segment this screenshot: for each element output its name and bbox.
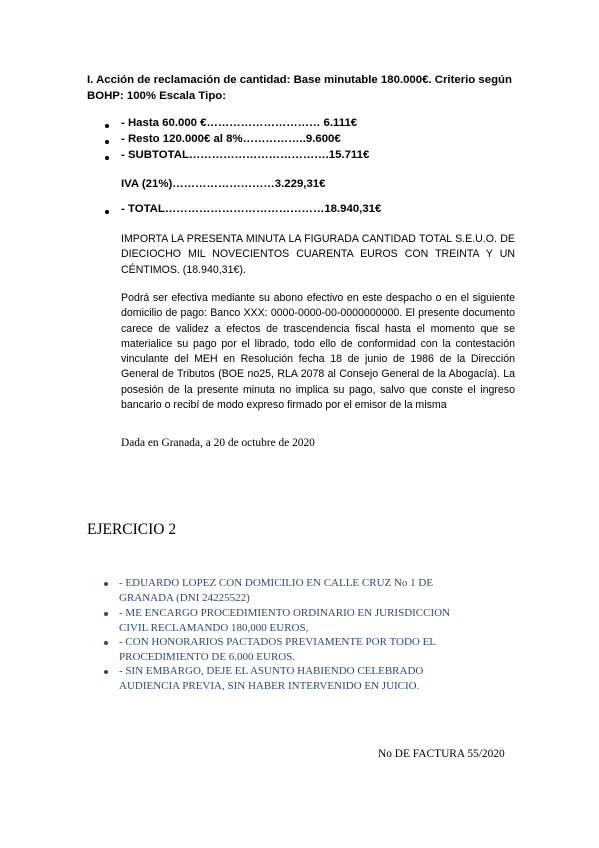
bullet-dot [104,612,108,616]
exercise-2-title: EJERCICIO 2 [87,521,177,538]
section-heading: I. Acción de reclamación de cantidad: Base minutable 180.000€. Criterio según BOHP: 100% Escala Tipo: [87,74,512,102]
list-item: - CON HONORARIOS PACTADOS PREVIAMENTE POR TODO EL PROCEDIMIENTO DE 6.000 EUROS. [119,636,436,663]
list-item: - EDUARDO LOPEZ CON DOMICILIO EN CALLE CRUZ No 1 DE GRANADA (DNI 24225522) [119,577,434,604]
bullet-dot [105,156,109,160]
fee-line-subtotal: - SUBTOTAL……………………………….15.711€ [121,149,370,161]
invoice-number: No DE FACTURA 55/2020 [378,748,505,760]
bullet-dot [105,124,109,128]
total-line: - TOTAL……………………………………18.940,31€ [121,203,382,215]
date-place-line: Dada en Granada, a 20 de octubre de 2020 [121,437,315,449]
bullet-dot [104,641,108,645]
bullet-dot [104,582,108,586]
list-item: - ME ENCARGO PROCEDIMIENTO ORDINARIO EN JURISDICCION CIVIL RECLAMANDO 180,000 EUROS, [119,607,451,634]
bullet-dot [105,210,109,214]
amount-in-words: IMPORTA LA PRESENTA MINUTA LA FIGURADA CANTIDAD TOTAL S.E.U.O. DE DIECIOCHO MIL NOVECIENTOS CUARENTA EUROS CON TREINTA Y UN CÉNTIMOS. (18.940,31€). [121,233,515,276]
bullet-dot [104,670,108,674]
fee-line-hasta: - Hasta 60.000 €………………………… 6.111€ [121,117,358,129]
list-item: - SIN EMBARGO, DEJE EL ASUNTO HABIENDO CELEBRADO AUDIENCIA PREVIA, SIN HABER INTERVENIDO EN JUICIO. [119,665,424,692]
bullet-dot [105,140,109,144]
payment-terms-paragraph: Podrá ser efectiva mediante su abono efectivo en este despacho o en el siguiente domicilio de pago: Banco XXX: 0000-0000-00-0000000000. El presente documento carece de validez a efectos de trascendencia fiscal hasta el momento que se materialice su pago por el librado, todo ello de conformidad con la contestación vinculante del MEH en Resolución fecha 18 de junio de 1986 de la Dirección General de Tributos (BOE no25, RLA 2078 al Consejo General de la Abogacía). La posesión de la presente minuta no implica su pago, salvo que conste el ingreso bancario o recibí de modo expreso firmado por el emisor de la misma [121,292,515,412]
fee-line-resto: - Resto 120.000€ al 8%……………..9.600€ [121,133,341,145]
iva-line: IVA (21%)………………………3.229,31€ [121,178,326,190]
